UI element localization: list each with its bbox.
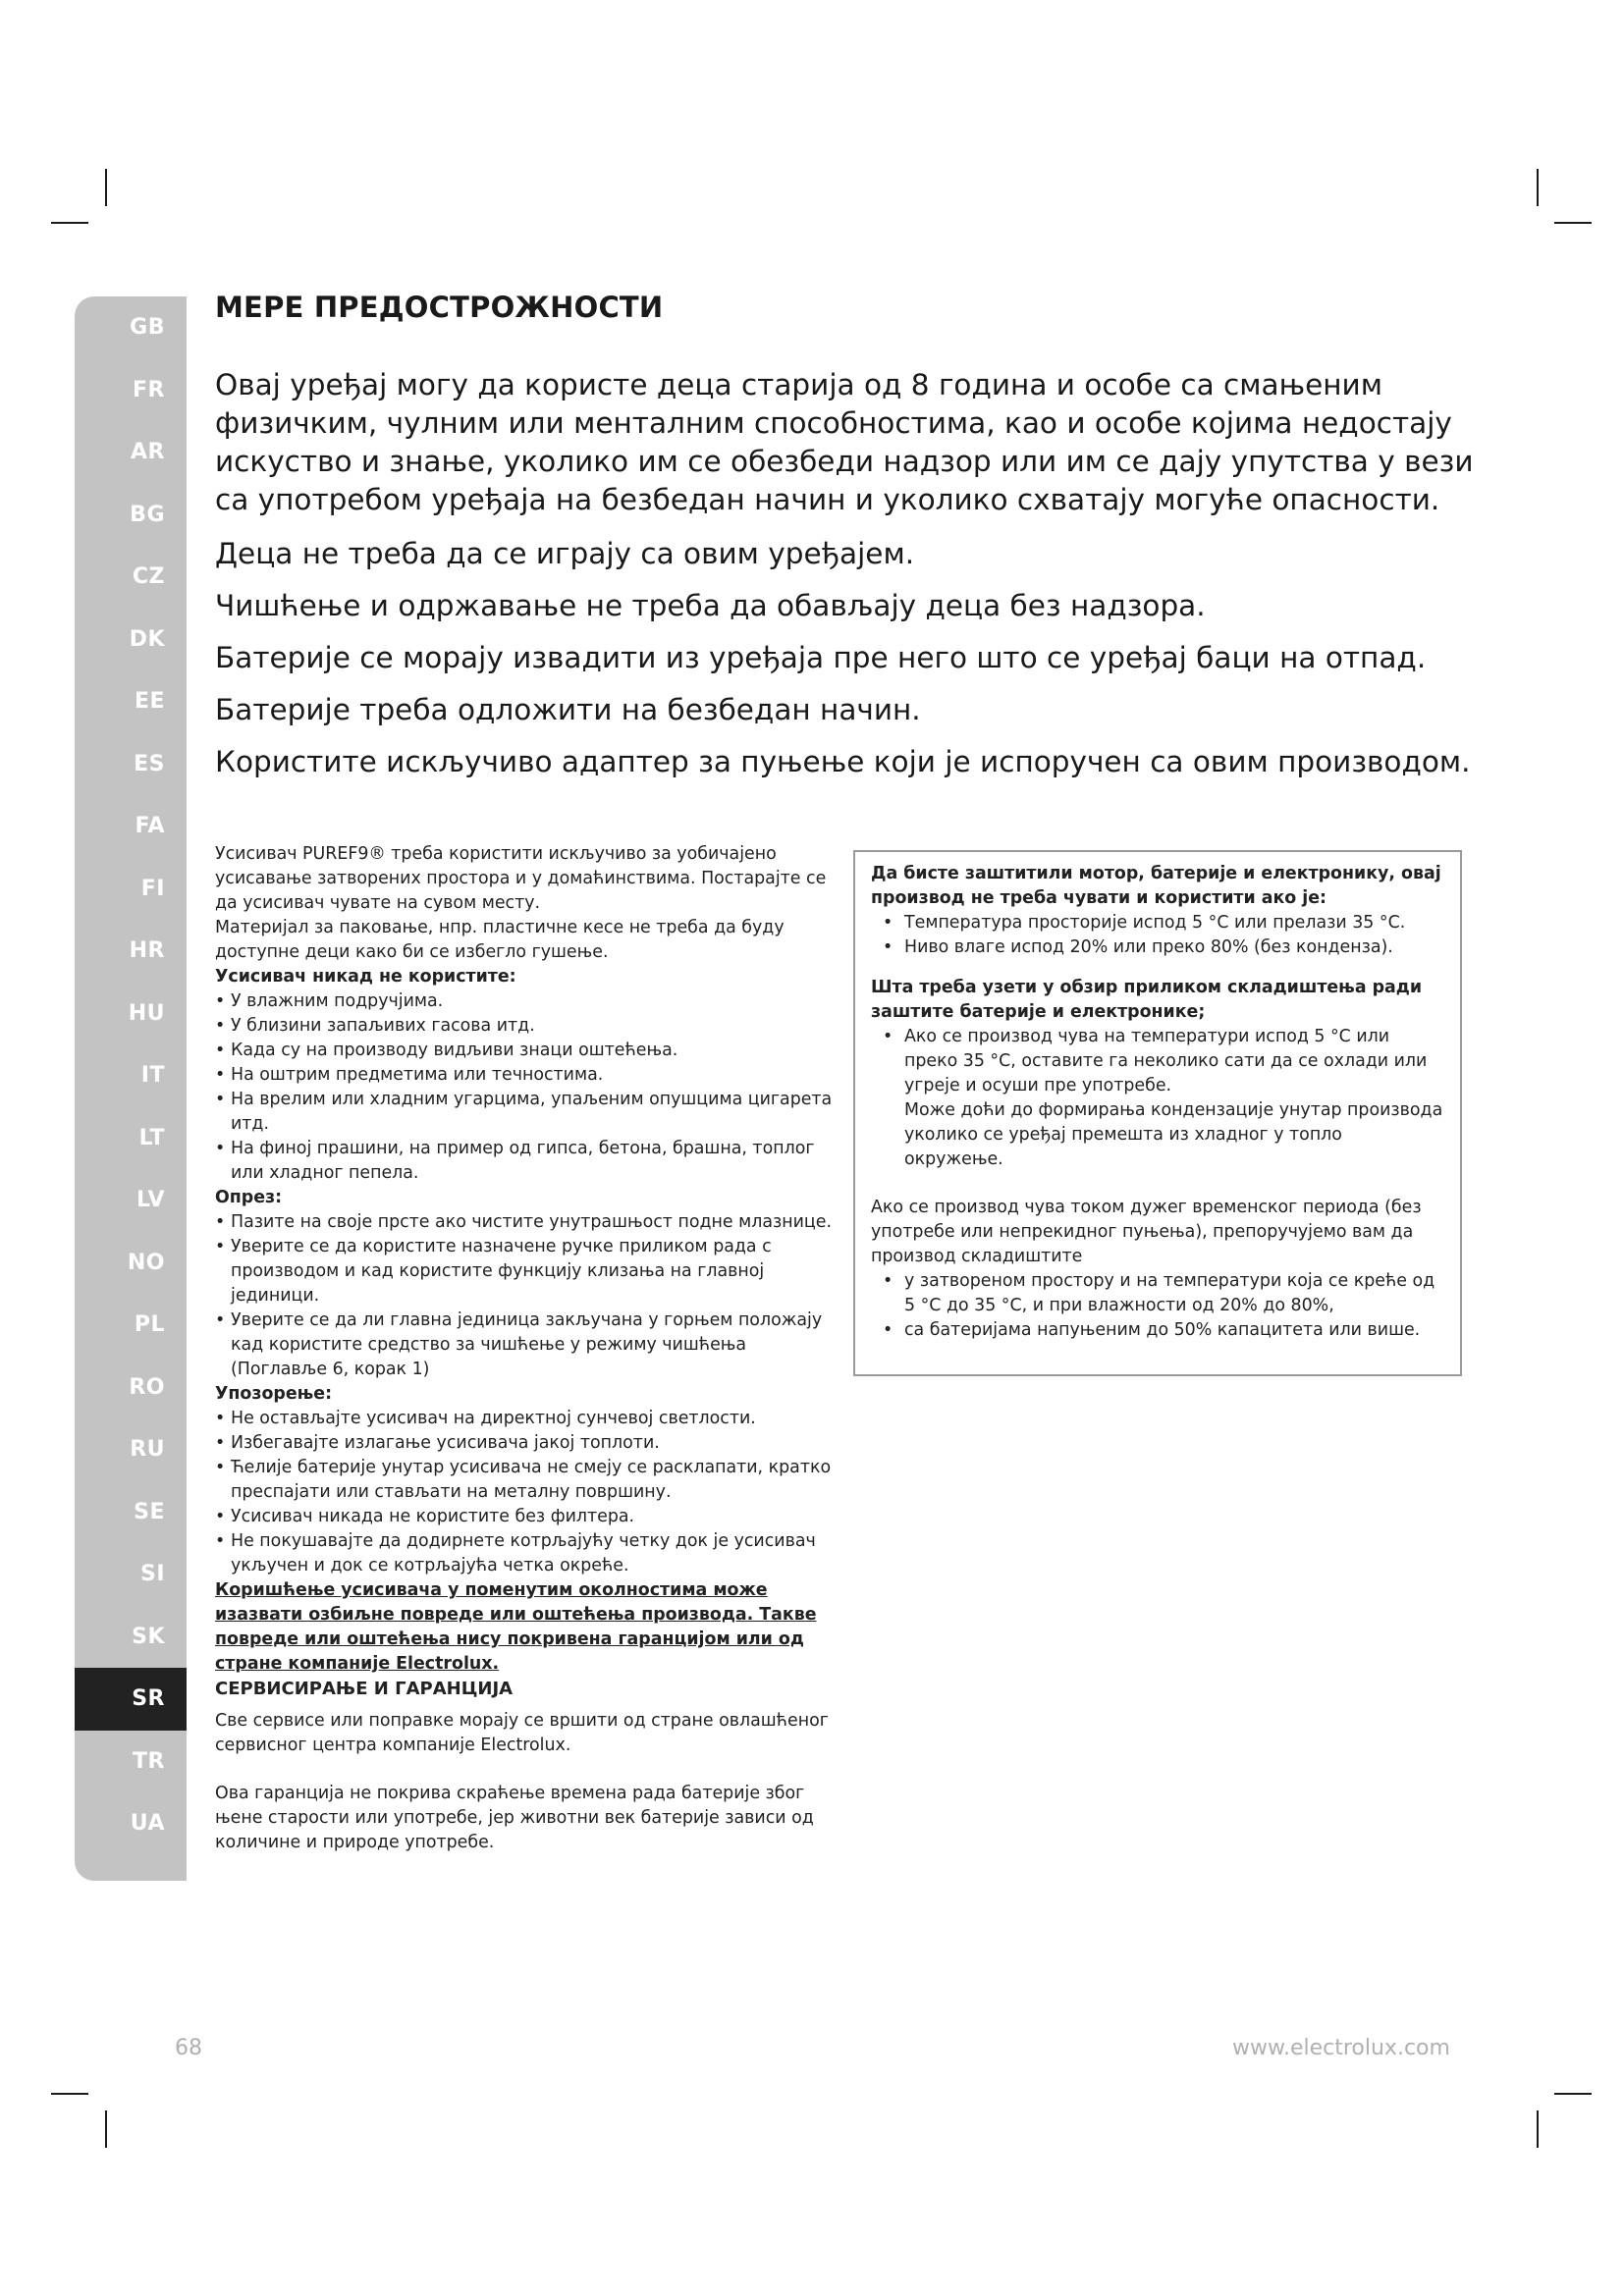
list-item: • Ниво влаге испод 20% или преко 80% (без конденза). [883,935,1444,960]
language-tab-active: SR [75,1668,187,1731]
list-item: • у затвореном простору и на температури која се креће од 5 °C до 35 °C, и при влажности од 20% до 80%, [883,1269,1444,1318]
language-tab: FA [135,814,165,839]
protect-heading: Да бисте заштитили мотор, батерије и електронику, овај производ не треба чувати и користити ако је: [871,864,1441,908]
list-item: • У влажним подручјима. [215,989,834,1014]
long-storage-paragraph: Ако се производ чува током дужег временског периода (без употребе или непрекидног пуњења), препоручујемо вам да производ складиштите [871,1198,1422,1266]
crop-mark [105,2110,107,2148]
list-item: • На врелим или хладним угарцима, упаљеним опушцима цигарета итд. [215,1088,834,1137]
list-item: • Уверите се да користите назначене ручке приликом рада с производом и кад користите функцију клизања на главној јединици. [215,1235,834,1308]
language-tab-bar [75,296,187,1881]
list-item: • Ако се производ чува на температури испод 5 °C или преко 35 °C, оставите га неколико сати да се охлади или угреје и осуши пре употребе. [883,1025,1444,1098]
warning-list [215,1407,834,1578]
language-tab: RU [130,1437,165,1463]
crop-mark [1554,222,1592,224]
list-item: • Не покушавајте да додирнете котрљајућу четку док је усисивач укључен и док се котрљајућа четка окреће. [215,1529,834,1578]
language-tab: DK [129,627,165,653]
list-item: • Избегавајте излагање усисивача јакој топлоти. [215,1431,834,1456]
left-column [215,842,834,1855]
intro-paragraph: Овај уређај могу да користе деца старија од 8 година и особе са смањеним физичким, чулним или менталним способностима, као и особе којима недостају искуство и знање, уколико им се обезбеди надзор или им се дају упутства у вези са употребом уређаја на безбедан начин и уколико схватају могуће опасности. [215,368,1474,516]
list-item: • Ћелије батерије унутар усисивача не смеју се расклапати, кратко преспајати или стављати на металну површину. [215,1456,834,1505]
list-item: • На оштрим предметима или течностима. [215,1063,834,1088]
language-tab: BG [130,503,165,528]
page-title: МЕРЕ ПРЕДОСТРОЖНОСТИ [215,291,664,324]
crop-mark [1537,169,1539,206]
list-item: • Када су на производу видљиви знаци оштећења. [215,1039,834,1063]
never-use-list [215,989,834,1186]
service-paragraph: Све сервисе или поправке морају се вршити од стране овлашћеног сервисног центра компаније Electrolux. [215,1711,829,1755]
damage-warning: Коришћење усисивача у поменутим околностима може изазвати озбиљне повреде или оштећења производа. Такве повреде или оштећења нису покривена гаранцијом или од стране компаније Electrolux. [215,1580,817,1674]
intro-paragraph: Користите искључиво адаптер за пуњење који је испоручен са овим производом. [215,745,1471,778]
language-tab: HU [128,1001,165,1027]
list-item: • Температура просторије испод 5 °C или прелази 35 °C. [883,911,1444,935]
language-tab: SK [132,1625,165,1650]
language-tab: LT [138,1126,165,1151]
protect-list [871,911,1444,960]
intro-paragraph: Деца не треба да се играју са овим уређајем. [215,537,915,570]
language-tab: HR [129,938,165,964]
intro-paragraph: Чишћење и одржавање не треба да обављају деца без надзора. [215,589,1206,622]
crop-mark [51,222,88,224]
list-item: • На финој прашини, на пример од гипса, бетона, брашна, топлог или хладног пепела. [215,1137,834,1186]
caution-list [215,1210,834,1382]
intro-warnings [215,366,1491,795]
caution-heading: Опрез: [215,1188,283,1207]
language-tab: AR [131,440,165,465]
intro-paragraph: Батерије треба одложити на безбедан начин. [215,693,921,726]
language-tab: PL [134,1312,165,1338]
language-tab: NO [127,1251,165,1276]
packaging-paragraph: Материјал за паковање, нпр. пластичне кесе не треба да буду доступне деци како би се избегло гушење. [215,918,785,962]
language-tab: ES [134,752,165,777]
language-tab: IT [140,1063,165,1089]
list-item: • Уверите се да ли главна јединица закључана у горњем положају кад користите средство за чишћење у режиму чишћења (Поглавље 6, корак 1) [215,1308,834,1382]
warranty-paragraph: Ова гаранција не покрива скраћење времена рада батерије због њене старости или употребе, јер животни век батерије зависи од количине и природе употребе. [215,1784,814,1852]
condensation-note: Може доћи до формирања кондензације унутар производа уколико се уређај премешта из хладног у топло окружење. [904,1100,1443,1169]
language-tab: SI [139,1562,165,1587]
spacer [215,1758,834,1782]
long-storage-list [871,1269,1444,1343]
list-item: • Пазите на своје прсте ако чистите унутрашњост подне млазнице. [215,1210,834,1235]
language-tab: LV [135,1188,165,1213]
storage-info-box [853,850,1462,1376]
storage-list [871,1025,1444,1098]
language-tab: RO [129,1375,165,1401]
language-tab: UA [130,1811,165,1837]
page-number: 68 [175,2036,202,2060]
never-use-heading: Усисивач никад не користите: [215,967,516,987]
list-item: • У близини запаљивих гасова итд. [215,1014,834,1039]
crop-mark [51,2093,88,2095]
list-item: • са батеријама напуњеним до 50% капацитета или више. [883,1318,1444,1343]
intro-paragraph: Батерије се морају извадити из уређаја пре него што се уређај баци на отпад. [215,641,1427,674]
website-url: www.electrolux.com [1232,2036,1450,2060]
crop-mark [1554,2093,1592,2095]
language-tab: TR [133,1749,165,1775]
language-tab: EE [134,689,165,715]
language-tab: FR [133,378,165,403]
crop-mark [105,169,107,206]
language-tab: SE [134,1500,165,1525]
crop-mark [1537,2110,1539,2148]
service-heading: СЕРВИСИРАЊЕ И ГАРАНЦИЈА [215,1679,514,1699]
language-tab: GB [130,315,165,341]
list-item: • Не остављајте усисивач на директној сунчевој светлости. [215,1407,834,1431]
warning-heading: Упозорење: [215,1384,333,1404]
usage-paragraph: Усисивач PUREF9® треба користити искључиво за уобичајено усисавање затворених простора и у домаћинствима. Постарајте се да усисивач чувате на сувом месту. [215,844,827,913]
language-tab: FI [140,877,165,902]
list-item: • Усисивач никада не користите без филтера. [215,1505,834,1529]
storage-heading: Шта треба узети у обзир приликом складиштења ради заштите батерије и електронике; [871,978,1423,1022]
language-tab: CZ [132,564,165,590]
